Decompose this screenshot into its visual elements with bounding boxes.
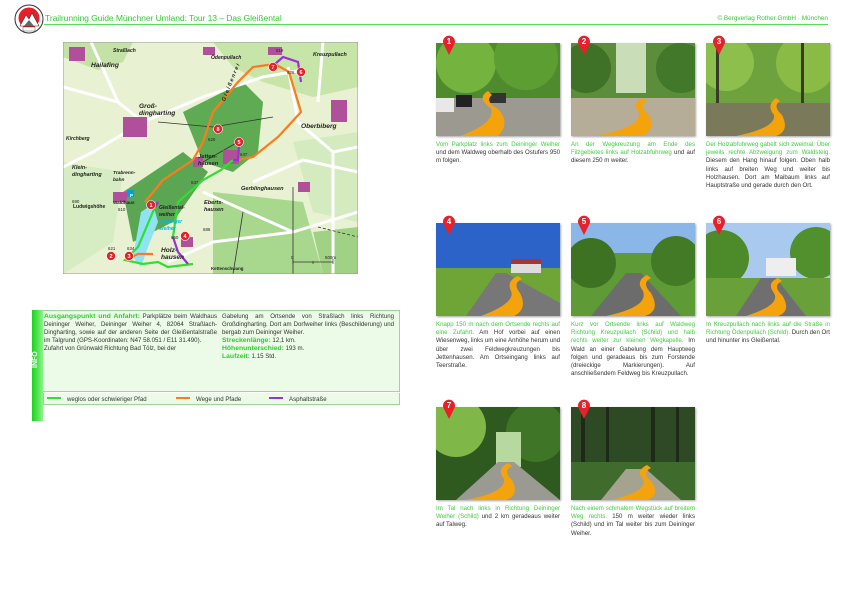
approach-text: Zufahrt von Grünwald Richtung Bad Tölz, bei der xyxy=(44,345,176,353)
forest-fork-photo xyxy=(706,43,830,136)
waypoint-pin-1: 1 xyxy=(442,35,456,55)
map-label-strasslach: Straßlach xyxy=(113,48,136,54)
svg-text:5: 5 xyxy=(237,140,241,146)
map-elev-686: 686 xyxy=(203,227,211,232)
waypoint-pin-6: 6 xyxy=(712,215,726,235)
map-elev-634: 634 xyxy=(127,246,135,251)
publisher-logo xyxy=(14,4,44,34)
forest-trail-photo xyxy=(571,407,695,500)
step-caption-2: An der Wegkreuzung am Ende des Filzgebietes links auf Holzabfuhrweg und auf diesem 250 m weiter. xyxy=(571,141,695,165)
map-label-waldhaus: Waldhaus xyxy=(113,200,135,205)
step-caption-4: Knapp 150 m nach dem Ortsende rechts auf eine Zufahrt. Am Hof vorbei auf einen Wiesenweg, links um eine Anhöhe herum und über zwei Feldwegkreuzungen bis Jettenhausen. Am Ortseingang links auf Teerstraße. xyxy=(436,321,560,370)
info-stats xyxy=(222,313,394,362)
step-caption-7: Im Tal nach links in Richtung Deininger Weiher (Schild) und 2 km geradeaus weiter auf Talweg. xyxy=(436,505,560,529)
map-label-grossdingharting: Groß- dingharting xyxy=(139,103,176,117)
svg-text:2: 2 xyxy=(109,254,113,260)
legend-swatch-orange xyxy=(176,397,190,399)
time-label: Laufzeit: xyxy=(222,353,250,361)
step-photo-7 xyxy=(436,407,560,500)
map-elev-621: 621 xyxy=(108,246,116,251)
mountain-logo-icon xyxy=(14,4,44,34)
step-photo-6 xyxy=(706,223,830,316)
step-caption-1: Vom Parkplatz links zum Deininger Weiher und dem Waldweg oberhalb des Ostufers 950 m folgen. xyxy=(436,141,560,165)
road-field-photo xyxy=(436,223,560,316)
map-elev-620: 620 xyxy=(208,137,216,142)
map-label-trabrennbahn: Trabrenn- bahn xyxy=(113,171,136,183)
map-label-deininger-weiher: Deininger Weiher xyxy=(159,219,183,232)
svg-text:7: 7 xyxy=(271,65,275,71)
waypoint-pin-4: 4 xyxy=(442,215,456,235)
waypoint-pin-8: 8 xyxy=(577,399,591,419)
parking-icon: P xyxy=(130,193,133,198)
map-label-gleissentalweiher: Gleißental- weiher xyxy=(159,205,185,218)
start-text: Parkplätze beim Waldhaus Deininger Weiher, Deininger Weiher 4, 82064 Straßlach-Dingharting, sowie auf der anderen Seite der Gleißentalstraße im Talgrund (GPS-Koordinaten: N47 58.051 / E11 31.490). xyxy=(44,313,217,345)
map-label-oedenpullach: Ödenpullach xyxy=(211,55,242,61)
start-heading: Ausgangspunkt und Anfahrt: xyxy=(44,313,140,320)
map-label-kreuzpullach: Kreuzpullach xyxy=(313,52,347,58)
map-label-waldhaus-elev: 610 xyxy=(118,207,126,212)
map-label-kettenschwang: Kettenschwang xyxy=(211,266,244,271)
legend-item-paths: Wege und Pfade xyxy=(176,396,241,403)
info-directions xyxy=(44,313,217,353)
svg-text:8: 8 xyxy=(216,127,220,133)
step-caption-8: Nach einem schmalem Wegstück auf breitem Weg rechts. 150 m weiter wieder links (Schild) und im Tal weiter bis zum Deininger Weiher. xyxy=(571,505,695,537)
map-label-kleindingharting: Klein- dingharting xyxy=(72,165,102,178)
header-divider xyxy=(44,24,828,25)
step-photo-3 xyxy=(706,43,830,136)
info-tab-label: INFO xyxy=(32,351,39,369)
svg-text:4: 4 xyxy=(183,234,187,240)
map-label-hailafing: Hailafing xyxy=(91,62,119,69)
legend-item-asphalt: Asphaltstraße xyxy=(269,396,327,403)
map-label-ludwigs-elev: 690 xyxy=(72,199,80,204)
step-photo-1 xyxy=(436,43,560,136)
map-scale-zero: 0 xyxy=(291,255,294,260)
step-photo-2 xyxy=(571,43,695,136)
step-photo-4 xyxy=(436,223,560,316)
road-forest-photo xyxy=(571,223,695,316)
map-elev-619: 619 xyxy=(276,48,284,53)
legend-swatch-green xyxy=(47,397,61,399)
legend-swatch-purple xyxy=(269,397,283,399)
map-label-jettenhausen: Jetten- hausen xyxy=(198,154,219,167)
length-label: Streckenlänge: xyxy=(222,337,271,345)
step-caption-6: In Kreuzpullach nach links auf die Straße in Richtung Ödenpullach (Schild). Durch den Ort und hinunter ins Gleißental. xyxy=(706,321,830,345)
map-label-kirchberg: Kirchberg xyxy=(66,136,90,142)
map-label-ludwigshoehe: Ludwigshöhe xyxy=(73,204,106,210)
waypoint-pin-7: 7 xyxy=(442,399,456,419)
map-label-gleissenrei: G l e i ß e n r e i xyxy=(221,63,242,103)
map-label-oberbiberg: Oberbiberg xyxy=(301,123,337,130)
page-title: Trailrunning Guide Münchner Umland: Tour 13 – Das Gleißental xyxy=(45,13,282,23)
step-caption-3: Der Holzabfuhrweg gabelt sich zweimal. Über jeweils rechte Abzweigung zum Waldsteig. Diesem den Hang hinauf folgen. Oben halb links auf breiten Weg und weiter bis Holzhausen. Dort am Maibaum links auf Hauptstraße und gerade durch den Ort. xyxy=(706,141,830,190)
valley-path-photo xyxy=(436,407,560,500)
svg-text:6: 6 xyxy=(299,70,303,76)
route-map xyxy=(63,42,358,274)
approach-text-continued: Gabelung am Ortsende von Straßlach links Richtung Großdingharting. Dort am Dorfweiher links (Beschilderung) und bergab zum Deininger Weiher. xyxy=(222,313,394,337)
map-label-gerblinghausen: Gerblinghausen xyxy=(241,186,284,192)
time-value: 1.15 Std. xyxy=(249,353,277,361)
elevation-label: Höhenunterschied: xyxy=(222,345,284,353)
waypoint-pin-5: 5 xyxy=(577,215,591,235)
map-elev-626: 626 xyxy=(287,70,295,75)
svg-text:3: 3 xyxy=(127,254,131,260)
waypoint-pin-3: 3 xyxy=(712,35,726,55)
waypoint-pin-2: 2 xyxy=(577,35,591,55)
map-label-holzhausen: Holz- hausen xyxy=(161,247,185,261)
step-caption-5: Kurz vor Ortsende links auf Waldweg Richtung Kreuzpullach (Schild) und halb rechts weiter zur kleinen Wegkapelle. Im Wald an einer Gabelung dem Hauptweg folgen und geradeaus bis zum Forstende (dreieckige Markierungen). Auf anschließendem Feldweg bis Kreuzpullach. xyxy=(571,321,695,378)
map-elev-660: 660 xyxy=(171,235,179,240)
map-scale-500m: 500m xyxy=(325,255,336,260)
map-elev-647: 647 xyxy=(240,152,248,157)
map-label-ebertshausen: Eberts- hausen xyxy=(204,200,224,213)
legend-item-trackless: weglos oder schwieriger Pfad xyxy=(47,396,147,403)
length-value: 12,1 km. xyxy=(270,337,296,345)
forest-parking-photo xyxy=(436,43,560,136)
elevation-value: 193 m. xyxy=(283,345,305,353)
village-road-photo xyxy=(706,223,830,316)
forest-crossing-photo xyxy=(571,43,695,136)
svg-text:1: 1 xyxy=(149,203,153,209)
map-elev-637: 637 xyxy=(191,180,199,185)
step-photo-8 xyxy=(571,407,695,500)
copyright-notice: © Bergverlag Rother GmbH · München xyxy=(717,15,828,22)
step-photo-5 xyxy=(571,223,695,316)
